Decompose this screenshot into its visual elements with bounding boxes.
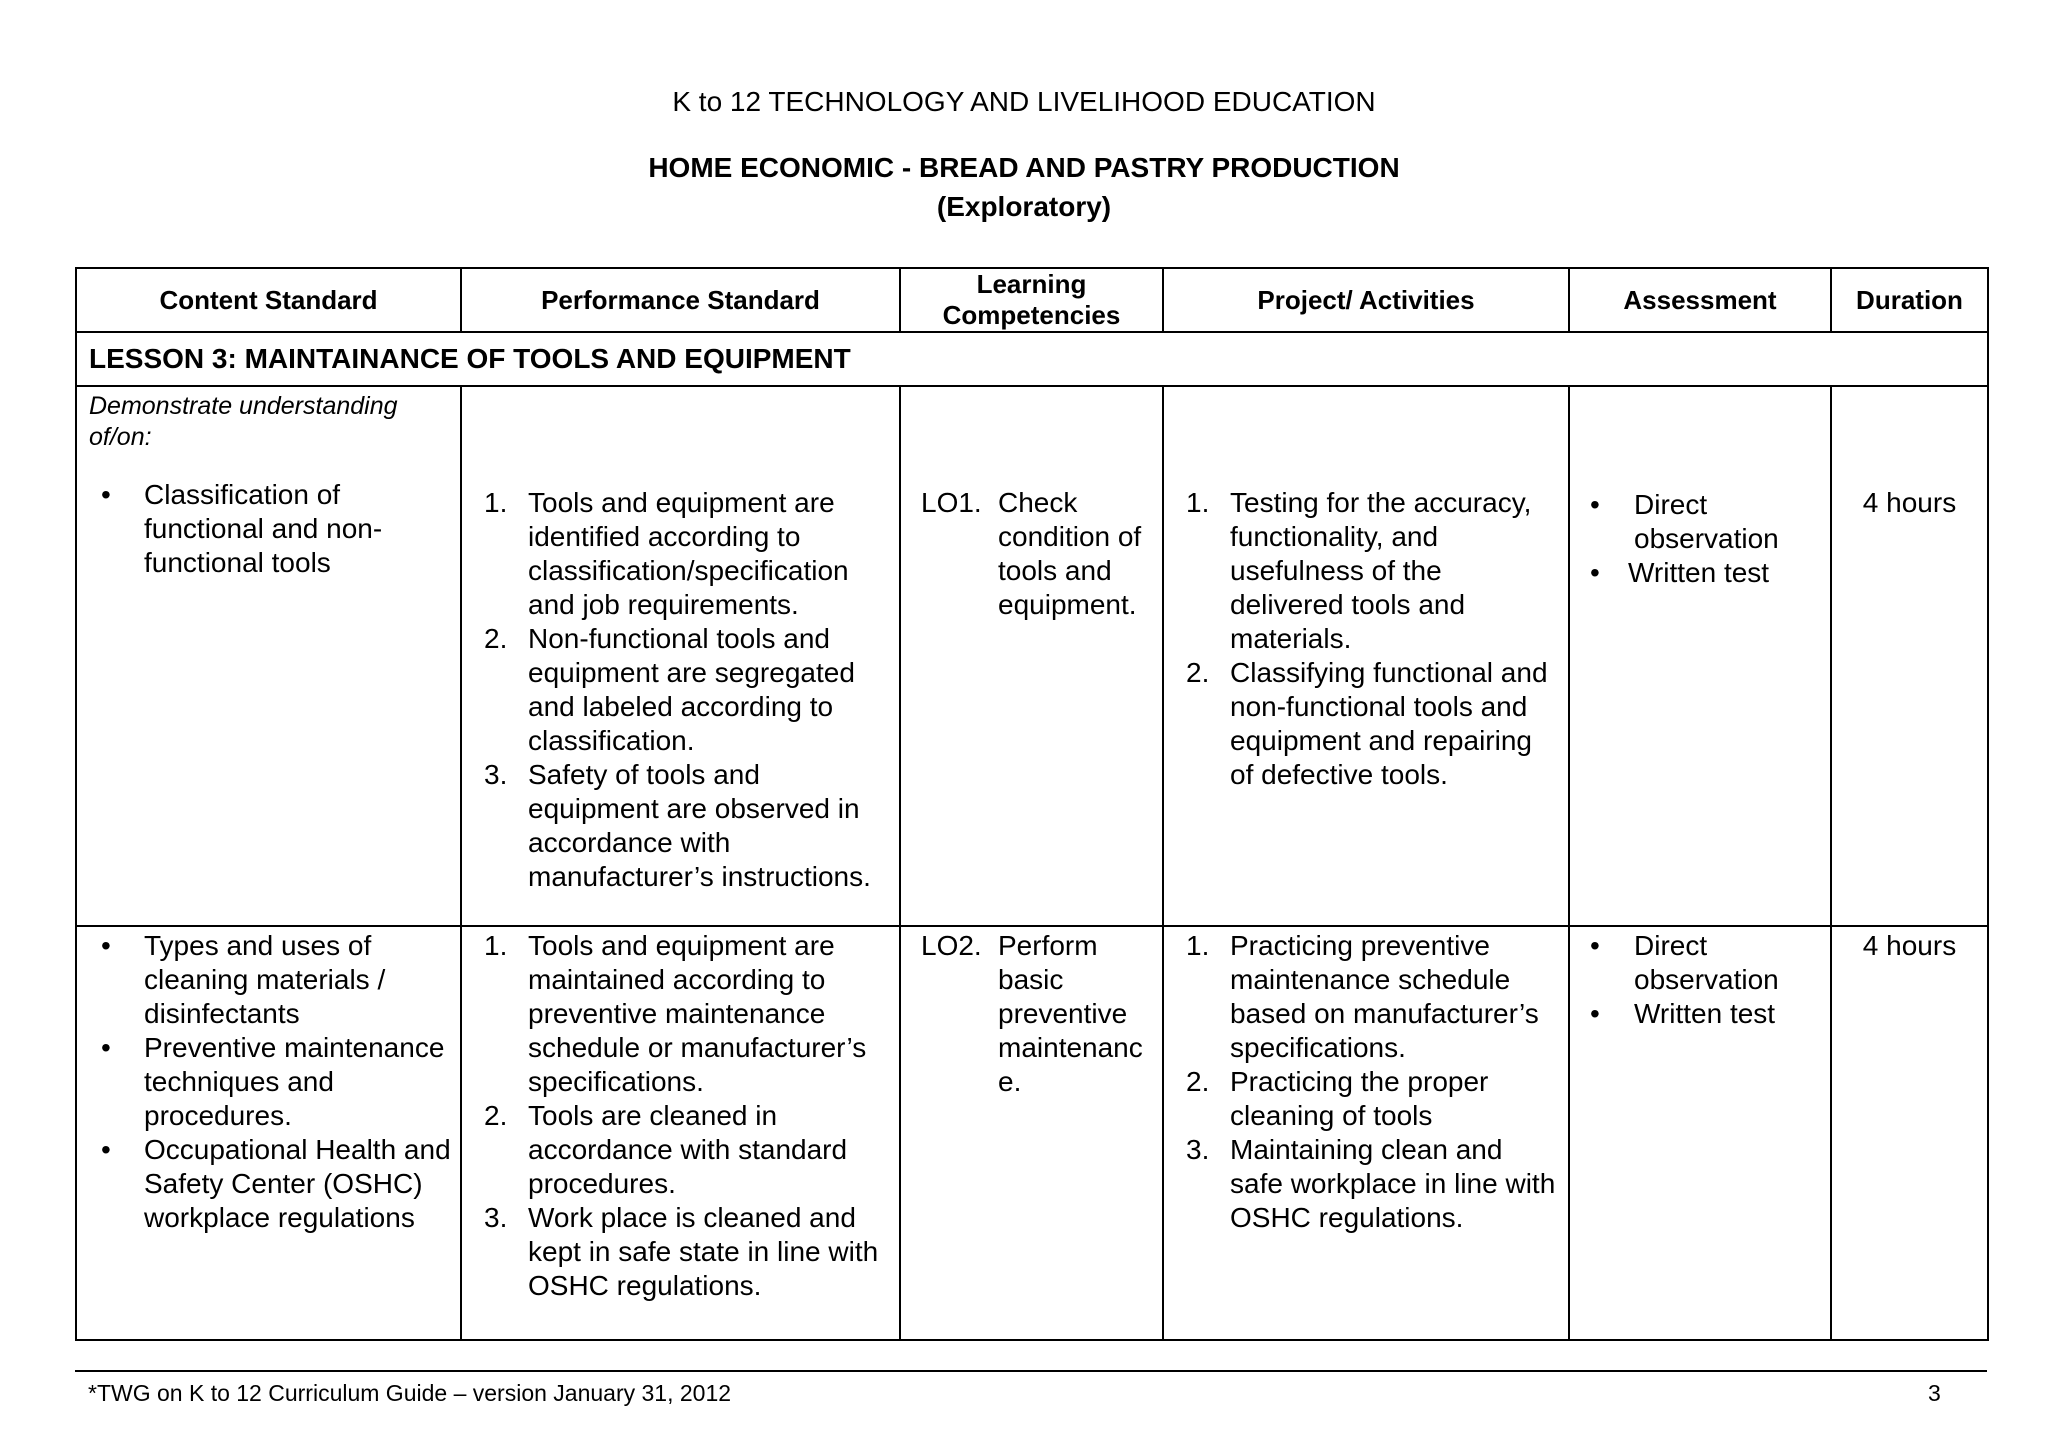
table-row: [76, 386, 1988, 926]
assessment-list: [1570, 488, 1830, 590]
performance-list: [462, 929, 899, 1303]
list-item: 2. Non-functional tools and equipment are segregated and labeled according to classification.: [484, 623, 855, 756]
learning-competency-cell: [900, 386, 1163, 926]
lesson-heading: LESSON 3: MAINTAINANCE OF TOOLS AND EQUIPMENT: [76, 332, 1988, 386]
duration-value: 4 hours: [1862, 487, 1957, 518]
performance-standard-cell: [461, 386, 900, 926]
list-item: 3. Maintaining clean and safe workplace in line with OSHC regulations.: [1186, 1134, 1556, 1233]
list-item: 2. Tools are cleaned in accordance with standard procedures.: [484, 1100, 848, 1199]
list-item: • Types and uses of cleaning materials / disinfectants: [77, 929, 460, 1031]
content-standard-cell: [76, 926, 461, 1340]
document-header: K to 12 TECHNOLOGY AND LIVELIHOOD EDUCATION: [672, 86, 1376, 117]
list-item: 1. Tools and equipment are maintained according to preventive maintenance schedule or manufacturer’s specifications.: [484, 930, 867, 1097]
content-list: [77, 929, 460, 1235]
duration-cell: [1831, 926, 1988, 1340]
content-list: [77, 478, 460, 580]
assessment-list: [1570, 929, 1830, 1031]
list-item: • Preventive maintenance techniques and procedures.: [77, 1031, 460, 1133]
list-item: • Written test: [1570, 556, 1830, 590]
competency-text: Check condition of tools and equipment.: [998, 487, 1142, 620]
page-number: 3: [1928, 1380, 1941, 1406]
competency-item: [901, 486, 1162, 622]
competency-code: LO1.: [921, 487, 982, 518]
project-activities-cell: [1163, 386, 1569, 926]
competency-code: LO2.: [921, 930, 982, 961]
assessment-cell: [1569, 386, 1831, 926]
list-item: • Direct observation: [1570, 488, 1830, 556]
list-item: • Classification of functional and non-functional tools: [77, 478, 460, 580]
col-duration: Duration: [1831, 268, 1988, 332]
document-title: HOME ECONOMIC - BREAD AND PASTRY PRODUCTION: [648, 152, 1400, 183]
assessment-cell: [1569, 926, 1831, 1340]
document-subtitle: (Exploratory): [936, 191, 1112, 222]
list-item: 2. Classifying functional and non-functional tools and equipment and repairing of defective tools.: [1186, 657, 1548, 790]
header-row: [76, 268, 1988, 332]
col-content-standard: Content Standard: [76, 268, 461, 332]
performance-standard-cell: [461, 926, 900, 1340]
content-intro: Demonstrate understanding of/on:: [89, 392, 398, 451]
list-item: 3. Work place is cleaned and kept in safe state in line with OSHC regulations.: [484, 1202, 879, 1301]
col-project-activities: Project/ Activities: [1163, 268, 1569, 332]
list-item: 1. Testing for the accuracy, functionality, and usefulness of the delivered tools and materials.: [1186, 487, 1532, 654]
performance-list: [462, 486, 899, 894]
col-assessment: Assessment: [1569, 268, 1831, 332]
col-performance-standard: Performance Standard: [461, 268, 900, 332]
content-standard-cell: [76, 386, 461, 926]
activities-list: [1164, 929, 1568, 1235]
footer-divider: [75, 1370, 1987, 1372]
project-activities-cell: [1163, 926, 1569, 1340]
table-row: [76, 926, 1988, 1340]
competency-item: [901, 929, 1162, 1099]
list-item: 2. Practicing the proper cleaning of tools: [1186, 1066, 1489, 1131]
list-item: • Written test: [1570, 997, 1830, 1031]
list-item: 3. Safety of tools and equipment are observed in accordance with manufacturer’s instructions.: [484, 759, 871, 892]
lesson-row: [76, 332, 1988, 386]
duration-cell: [1831, 386, 1988, 926]
curriculum-table: [75, 267, 1989, 1341]
list-item: • Occupational Health and Safety Center (OSHC) workplace regulations: [77, 1133, 460, 1235]
activities-list: [1164, 486, 1568, 792]
footer-note: *TWG on K to 12 Curriculum Guide – version January 31, 2012: [88, 1380, 732, 1406]
learning-competency-cell: [900, 926, 1163, 1340]
list-item: 1. Practicing preventive maintenance schedule based on manufacturer’s specifications.: [1186, 930, 1539, 1063]
col-learning-competencies: Learning Competencies: [900, 268, 1163, 332]
duration-value: 4 hours: [1862, 930, 1957, 961]
list-item: 1. Tools and equipment are identified according to classification/specification and job requirements.: [484, 487, 849, 620]
competency-text: Perform basic preventive maintenanc e.: [998, 930, 1143, 1097]
list-item: • Direct observation: [1570, 929, 1830, 997]
